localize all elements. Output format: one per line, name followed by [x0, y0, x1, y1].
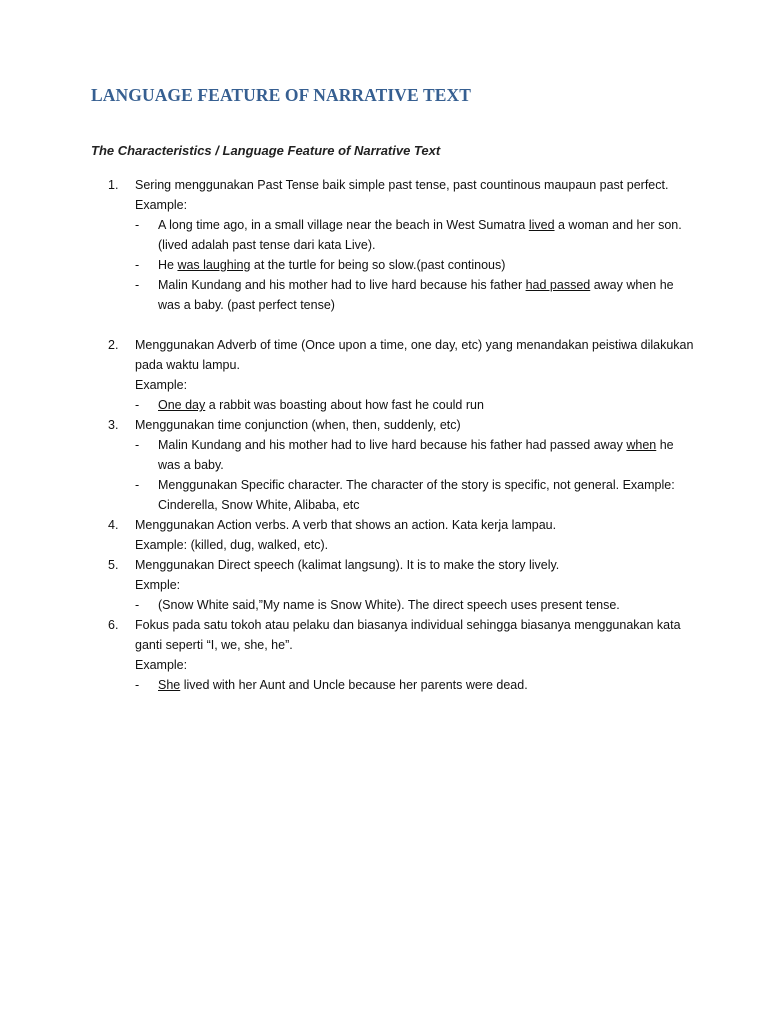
dash-bullet-icon: -	[135, 598, 140, 612]
example-bullet: - Malin Kundang and his mother had to live hard because his father had passed away when he was a baby.	[135, 435, 698, 475]
example-label: Exmple:	[135, 578, 181, 592]
example-bullet: - She lived with her Aunt and Uncle because her parents were dead.	[135, 675, 698, 695]
dash-bullet-icon: -	[135, 478, 140, 492]
example-bullet: - (Snow White said,”My name is Snow White). The direct speech uses present tense.	[135, 595, 698, 615]
list-item	[108, 175, 698, 315]
item-text: Menggunakan Direct speech (kalimat langsung). It is to make the story lively.	[135, 558, 560, 572]
list-item	[108, 555, 698, 615]
dash-bullet-icon: -	[135, 398, 140, 412]
dash-bullet-icon: -	[135, 678, 140, 692]
item-text: Sering menggunakan Past Tense baik simple past tense, past countinous maupaun past perfect.	[135, 178, 669, 192]
list-item	[108, 515, 698, 555]
dash-bullet-icon: -	[135, 278, 140, 292]
list-item	[108, 415, 698, 515]
dash-bullet-icon: -	[135, 218, 140, 232]
example-bullet: - Menggunakan Specific character. The character of the story is specific, not general. Example: Cinderella, Snow White, Alibaba, etc	[135, 475, 698, 515]
feature-list	[108, 175, 698, 695]
item-number: 1.	[108, 178, 119, 192]
item-number: 2.	[108, 338, 119, 352]
underlined-word: She	[158, 678, 181, 692]
item-text: Fokus pada satu tokoh atau pelaku dan biasanya individual sehingga biasanya menggunakan kata ganti seperti “I, we, she, he”.	[135, 618, 681, 652]
example-label: Example:	[135, 658, 188, 672]
page-title: LANGUAGE FEATURE OF NARRATIVE TEXT	[91, 85, 472, 105]
example-bullet: - Malin Kundang and his mother had to live hard because his father had passed away when he was a baby. (past perfect tense)	[135, 275, 698, 315]
example-bullet: - One day a rabbit was boasting about how fast he could run	[135, 395, 698, 415]
item-text: Menggunakan Action verbs. A verb that shows an action. Kata kerja lampau.	[135, 518, 557, 532]
underlined-word: had passed	[525, 278, 591, 292]
underlined-word: was laughing	[177, 258, 251, 272]
list-item	[108, 335, 698, 415]
dash-bullet-icon: -	[135, 258, 140, 272]
underlined-word: One day	[158, 398, 206, 412]
item-text: Menggunakan Adverb of time (Once upon a time, one day, etc) yang menandakan peistiwa dilakukan pada waktu lampu.	[135, 338, 694, 372]
subtitle: The Characteristics / Language Feature of Narrative Text	[91, 143, 441, 158]
example-label: Example:	[135, 378, 188, 392]
example-line: Example: (killed, dug, walked, etc).	[135, 538, 329, 552]
item-number: 5.	[108, 558, 119, 572]
underlined-word: when	[626, 438, 657, 452]
item-text: Menggunakan time conjunction (when, then, suddenly, etc)	[135, 418, 461, 432]
example-bullet: - He was laughing at the turtle for being so slow.(past continous)	[135, 255, 698, 275]
example-bullet: - A long time ago, in a small village near the beach in West Sumatra lived a woman and her son. (lived adalah past tense dari kata Live).	[135, 215, 698, 255]
example-label: Example:	[135, 198, 188, 212]
underlined-word: lived	[528, 218, 555, 232]
item-number: 6.	[108, 618, 119, 632]
dash-bullet-icon: -	[135, 438, 140, 452]
item-number: 4.	[108, 518, 119, 532]
list-item	[108, 615, 698, 695]
item-number: 3.	[108, 418, 119, 432]
